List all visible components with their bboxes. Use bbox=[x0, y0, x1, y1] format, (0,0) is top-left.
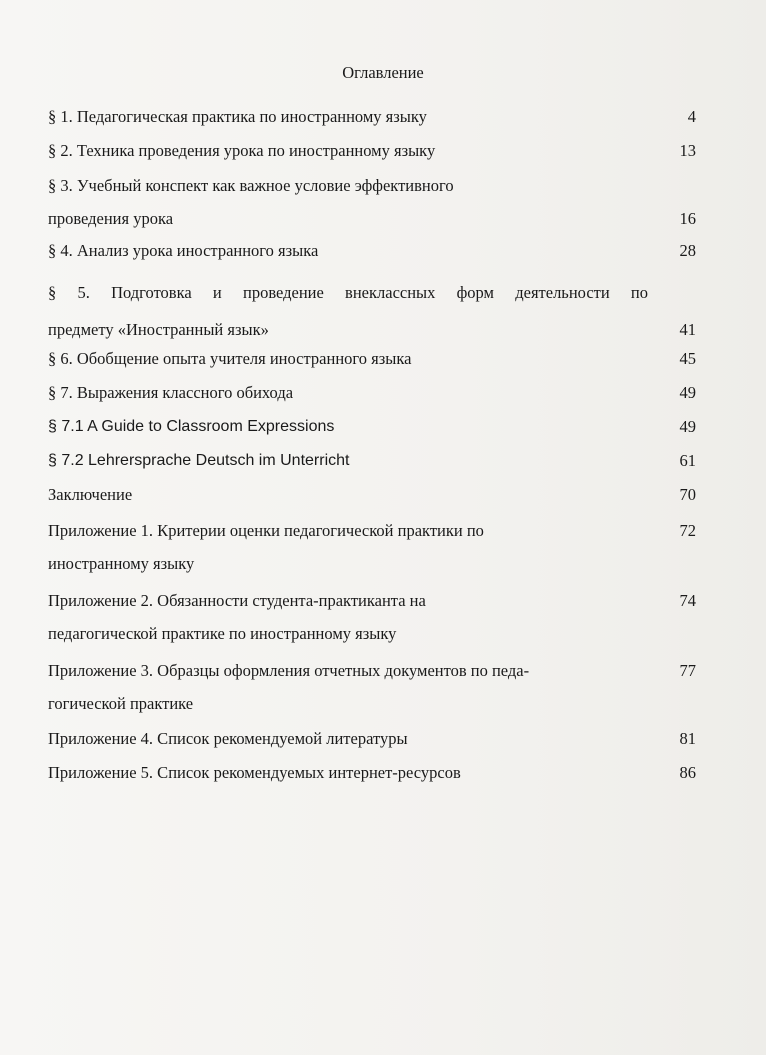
toc-entry-page: 49 bbox=[679, 417, 696, 436]
toc-entry-label-continued: иностранному языку bbox=[48, 554, 195, 573]
toc-entry[interactable] bbox=[48, 722, 696, 755]
toc-entry-page: 81 bbox=[679, 729, 696, 748]
toc-entry-label: § 3. Учебный конспект как важное условие эффективного bbox=[48, 176, 454, 195]
toc-entry-label-continued: проведения урока bbox=[48, 209, 174, 228]
toc-entry-page: 28 bbox=[679, 241, 696, 260]
toc-entry-label: § 5. Подготовка и проведение внеклассных форм деятельности по bbox=[48, 283, 648, 302]
toc-entry[interactable] bbox=[48, 169, 696, 235]
toc-entry-label-continued: педагогической практике по иностранному языку bbox=[48, 624, 397, 643]
toc-entry-label: § 7.1 A Guide to Classroom Expressions bbox=[48, 418, 335, 435]
toc-entry-page: 61 bbox=[679, 451, 696, 470]
toc-entry-label: Приложение 4. Список рекомендуемой литературы bbox=[48, 729, 408, 748]
toc-entry-page: 13 bbox=[679, 141, 696, 160]
toc-entry-page: 72 bbox=[679, 521, 696, 540]
toc-entry[interactable] bbox=[48, 134, 696, 167]
toc-entry-label: Приложение 2. Обязанности студента-практиканта на bbox=[48, 591, 426, 610]
toc-entry[interactable] bbox=[48, 410, 696, 443]
toc-entry[interactable] bbox=[48, 478, 696, 511]
toc-entry[interactable] bbox=[48, 444, 696, 477]
toc-entry-page: 70 bbox=[679, 485, 696, 504]
toc-entry-page: 86 bbox=[679, 763, 696, 782]
toc-entry-label: § 6. Обобщение опыта учителя иностранного языка bbox=[48, 349, 412, 368]
toc-entry-label: Заключение bbox=[48, 485, 133, 504]
toc-title: Оглавление bbox=[342, 63, 424, 82]
toc-entry[interactable] bbox=[48, 584, 696, 650]
toc-entry[interactable] bbox=[48, 100, 696, 133]
toc-entry-label: Приложение 1. Критерии оценки педагогической практики по bbox=[48, 521, 484, 540]
toc-entry-page: 49 bbox=[679, 383, 696, 402]
toc-entry[interactable] bbox=[48, 756, 696, 789]
toc-entry-page: 77 bbox=[679, 661, 696, 680]
toc-entry[interactable] bbox=[48, 654, 696, 720]
toc-entry-label: § 4. Анализ урока иностранного языка bbox=[48, 241, 319, 260]
toc-entry-page: 4 bbox=[687, 107, 696, 126]
toc-entry-label: § 7. Выражения классного обихода bbox=[48, 383, 294, 402]
toc-entry[interactable] bbox=[48, 276, 696, 346]
toc-entry-label: Приложение 3. Образцы оформления отчетных документов по педа- bbox=[48, 661, 530, 680]
toc-entry-label: Приложение 5. Список рекомендуемых интернет-ресурсов bbox=[48, 763, 461, 782]
toc-entry-page: 16 bbox=[679, 209, 696, 228]
toc-entry-label: § 2. Техника проведения урока по иностранному языку bbox=[48, 141, 436, 160]
toc-entry-page: 45 bbox=[679, 349, 696, 368]
toc-entry-label-continued: предмету «Иностранный язык» bbox=[48, 320, 269, 339]
toc-entry-label: § 1. Педагогическая практика по иностранному языку bbox=[48, 107, 427, 126]
toc-entry-label: § 7.2 Lehrersprache Deutsch im Unterricht bbox=[48, 452, 350, 469]
toc-entry-label-continued: гогической практике bbox=[48, 694, 194, 713]
toc-entry[interactable] bbox=[48, 376, 696, 409]
toc-entry-page: 41 bbox=[679, 320, 696, 339]
toc-entry[interactable] bbox=[48, 514, 696, 580]
toc-entry[interactable] bbox=[48, 342, 696, 375]
toc-entry-page: 74 bbox=[679, 591, 696, 610]
toc-entry[interactable] bbox=[48, 234, 696, 267]
